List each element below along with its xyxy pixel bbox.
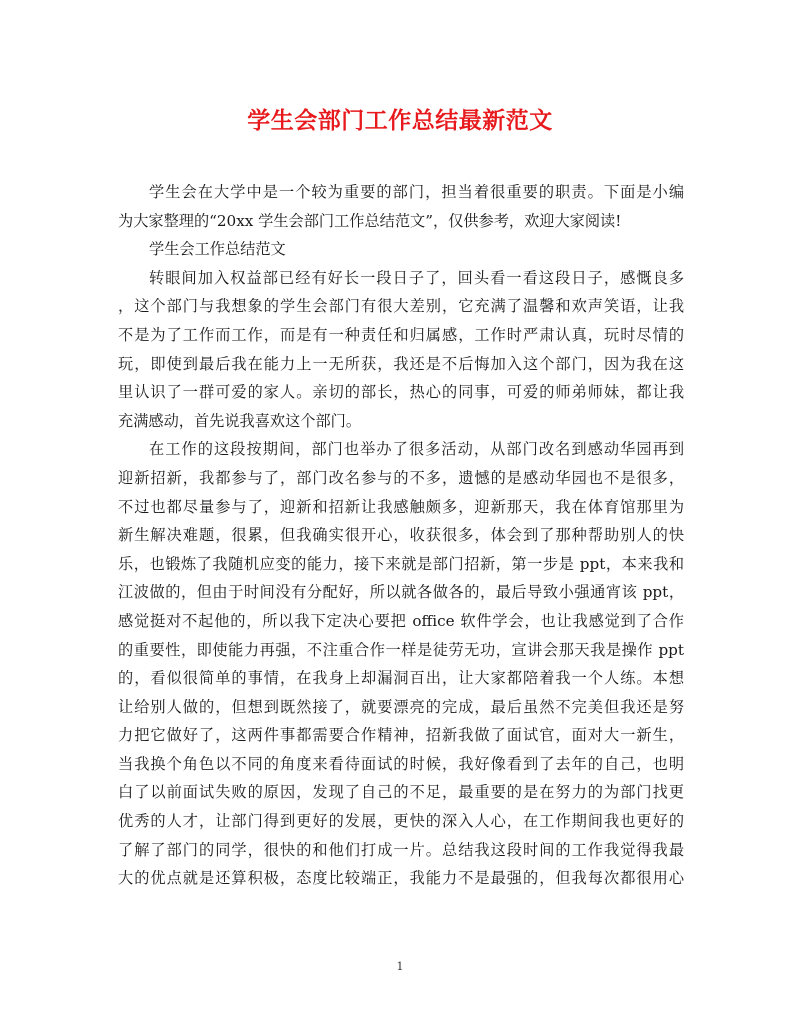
text-line: 在工作的这段按期间，部门也举办了很多活动，从部门改名到感动华园再到 bbox=[149, 440, 684, 459]
text-line: 的重要性，即使能力再强，不注重合作一样是徒劳无功，宣讲会那天我是操作 ppt bbox=[118, 640, 684, 659]
text-line: 乐，也锻炼了我随机应变的能力，接下来就是部门招新，第一步是 ppt，本来我和 bbox=[118, 554, 684, 573]
text-line: 让给别人做的，但想到既然接了，就要漂亮的完成，最后虽然不完美但我还是努 bbox=[118, 697, 684, 716]
text-line: 力把它做好了，这两件事都需要合作精神，招新我做了面试官，面对大一新生， bbox=[118, 726, 684, 745]
text-line: 充满感动，首先说我喜欢这个部门。 bbox=[118, 411, 361, 430]
paragraph-subtitle bbox=[118, 235, 684, 264]
text-line: 学生会工作总结范文 bbox=[149, 240, 286, 259]
document-title: 学生会部门工作总结最新范文 bbox=[247, 107, 553, 134]
text-line: 的，看似很简单的事情，在我身上却漏洞百出，让大家都陪着我一个人练。本想 bbox=[118, 669, 684, 688]
text-line: 里认识了一群可爱的家人。亲切的部长，热心的同事，可爱的师弟师妹，都让我 bbox=[118, 383, 684, 402]
text-line: 大的优点就是还算积极，态度比较端正，我能力不是最强的，但我每次都很用心 bbox=[118, 869, 684, 888]
text-line: 了解了部门的同学，很快的和他们打成一片。总结我这段时间的工作我觉得我最 bbox=[118, 840, 684, 859]
text-line: 江波做的，但由于时间没有分配好，所以就各做各的，最后导致小强通宵该 ppt， bbox=[118, 583, 684, 602]
document-body bbox=[118, 178, 684, 893]
text-line: 转眼间加入权益部已经有好长一段日子了，回头看一看这段日子，感慨良多 bbox=[149, 268, 684, 287]
text-line: 学生会在大学中是一个较为重要的部门，担当着很重要的职责。下面是小编 bbox=[149, 183, 684, 201]
text-line: 为大家整理的“20xx 学生会部门工作总结范文”，仅供参考，欢迎大家阅读! bbox=[118, 211, 622, 230]
text-line: 不过也都尽量参与了，迎新和招新让我感触颇多，迎新那天，我在体育馆那里为 bbox=[118, 497, 684, 516]
text-line: 迎新招新，我都参与了，部门改名参与的不多，遗憾的是感动华园也不是很多， bbox=[118, 468, 684, 487]
text-line: 白了以前面试失败的原因，发现了自己的不足，最重要的是在努力的为部门找更 bbox=[118, 783, 684, 802]
text-line: 玩，即使到最后我在能力上一无所获，我还是不后悔加入这个部门，因为我在这 bbox=[118, 354, 684, 373]
paragraph-intro bbox=[118, 178, 684, 235]
text-line: 优秀的人才，让部门得到更好的发展，更快的深入人心，在工作期间我也更好的 bbox=[118, 812, 684, 831]
text-line: 新生解决难题，很累，但我确实很开心，收获很多，体会到了那种帮助别人的快 bbox=[118, 526, 684, 545]
paragraph-body-1 bbox=[118, 264, 684, 436]
text-line: ，这个部门与我想象的学生会部门有很大差别，它充满了温馨和欢声笑语，让我 bbox=[118, 297, 684, 316]
paragraph-body-2 bbox=[118, 435, 684, 893]
text-line: 当我换个角色以不同的角度来看待面试的时候，我好像看到了去年的自己，也明 bbox=[118, 754, 684, 773]
text-line: 感觉挺对不起他的，所以我下定决心要把 office 软件学会，也让我感觉到了合作 bbox=[118, 611, 684, 630]
page-number: 1 bbox=[396, 960, 404, 973]
text-line: 不是为了工作而工作，而是有一种责任和归属感，工作时严肃认真，玩时尽情的 bbox=[118, 325, 684, 344]
